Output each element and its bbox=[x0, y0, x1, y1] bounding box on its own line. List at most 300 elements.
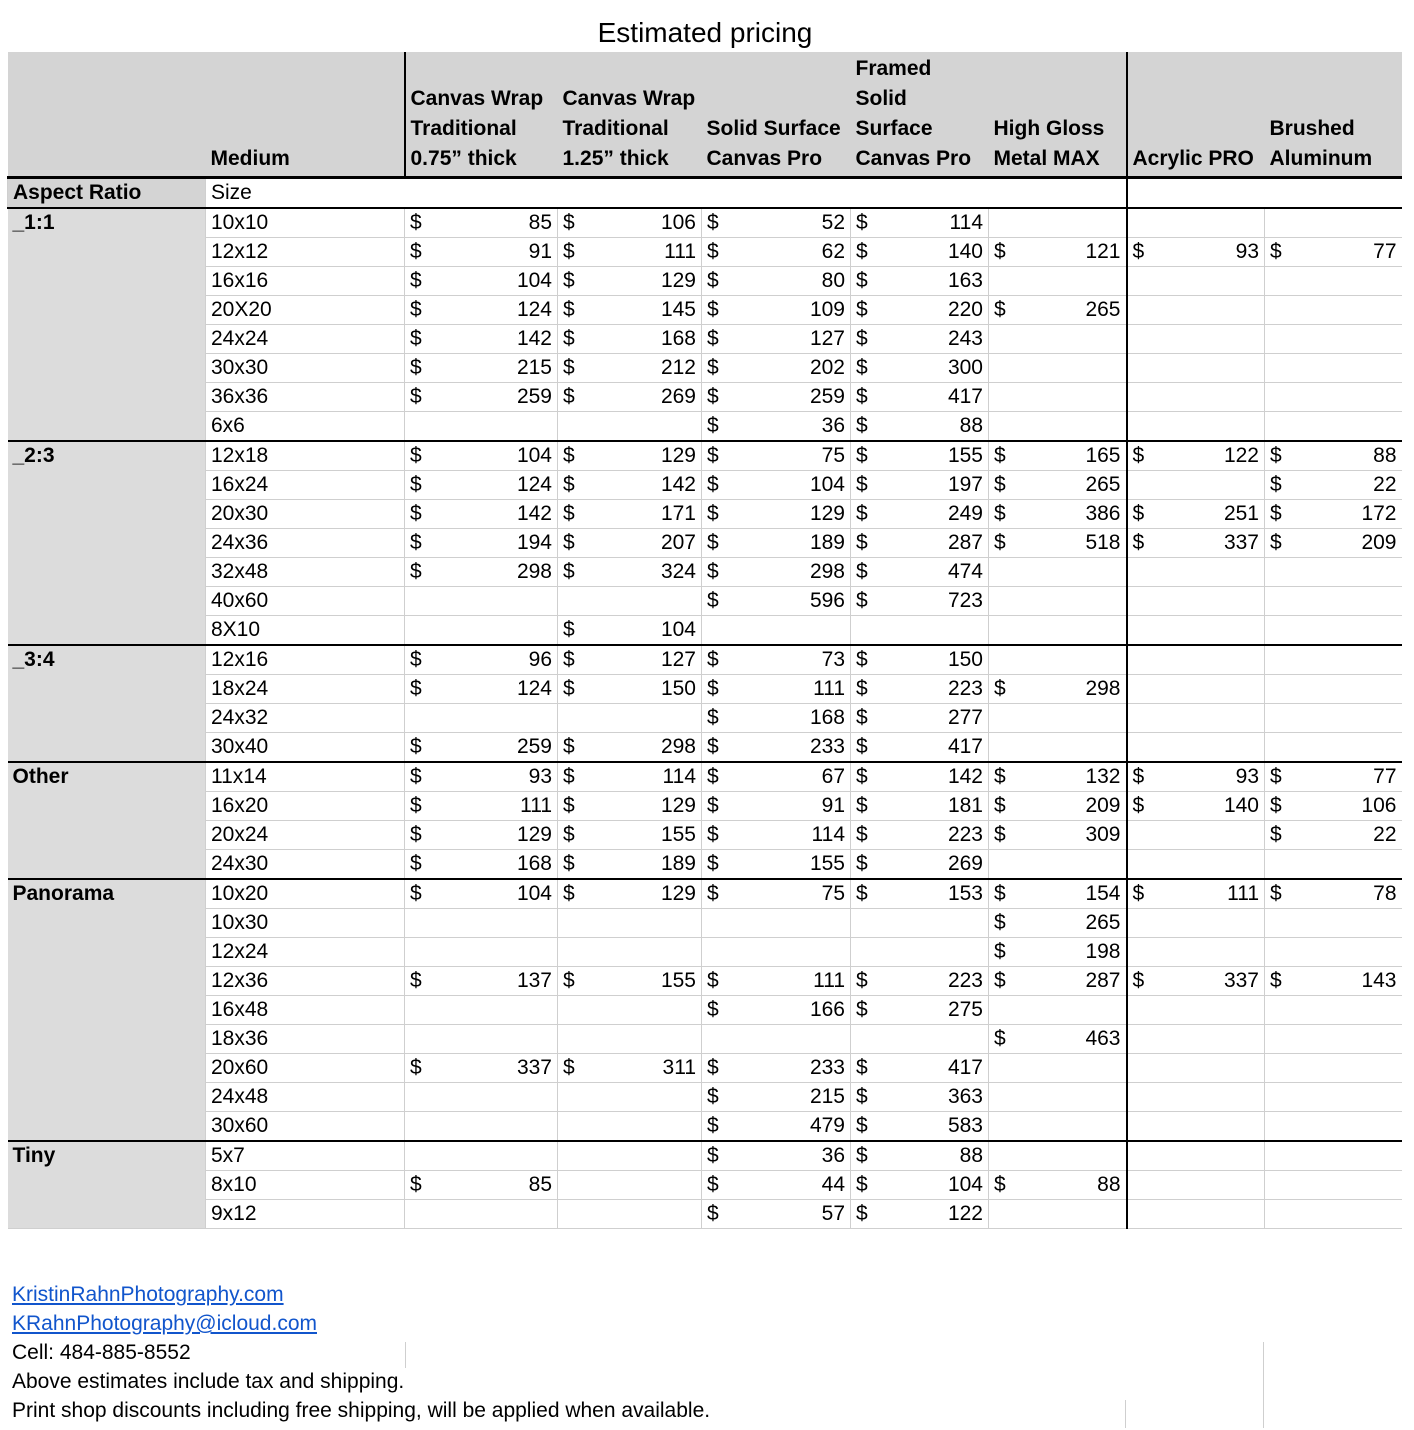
price-cell-acrylic bbox=[1127, 1112, 1265, 1142]
price-cell-metal bbox=[989, 325, 1127, 354]
price-value: 518 bbox=[1085, 531, 1121, 554]
size-cell: 24x32 bbox=[206, 704, 405, 733]
table-row bbox=[8, 704, 1402, 733]
currency-symbol: $ bbox=[410, 444, 422, 467]
table-row bbox=[8, 296, 1402, 325]
price-cell-metal bbox=[989, 645, 1127, 675]
currency-symbol: $ bbox=[994, 969, 1006, 992]
price-cell-acrylic bbox=[1127, 1025, 1265, 1054]
price-cell-solid-surface bbox=[702, 296, 851, 325]
price-cell-acrylic bbox=[1127, 1083, 1265, 1112]
price-value: 212 bbox=[660, 356, 696, 379]
price-cell-framed-solid bbox=[851, 1200, 989, 1229]
price-cell-aluminum bbox=[1265, 967, 1402, 996]
price-value: 88 bbox=[959, 414, 983, 437]
price-value: 52 bbox=[821, 211, 845, 234]
currency-symbol: $ bbox=[563, 560, 575, 583]
price-cell-framed-solid bbox=[851, 1054, 989, 1083]
price-value: 243 bbox=[947, 327, 983, 350]
currency-symbol: $ bbox=[856, 648, 868, 671]
currency-symbol: $ bbox=[994, 794, 1006, 817]
price-cell-canvas-125 bbox=[558, 529, 702, 558]
price-cell-canvas-125 bbox=[558, 558, 702, 587]
price-value: 155 bbox=[809, 852, 845, 875]
price-cell-framed-solid bbox=[851, 792, 989, 821]
price-cell-canvas-125 bbox=[558, 996, 702, 1025]
price-value: 44 bbox=[821, 1173, 845, 1196]
price-cell-metal bbox=[989, 1083, 1127, 1112]
price-cell-metal bbox=[989, 1141, 1127, 1171]
price-cell-solid-surface bbox=[702, 412, 851, 442]
currency-symbol: $ bbox=[856, 969, 868, 992]
price-cell-canvas-075 bbox=[405, 1025, 558, 1054]
currency-symbol: $ bbox=[856, 882, 868, 905]
currency-symbol: $ bbox=[563, 1056, 575, 1079]
table-row bbox=[8, 1141, 1402, 1171]
currency-symbol: $ bbox=[707, 823, 719, 846]
price-value: 202 bbox=[809, 356, 845, 379]
price-cell-metal bbox=[989, 296, 1127, 325]
price-cell-aluminum bbox=[1265, 616, 1402, 646]
size-cell: 40x60 bbox=[206, 587, 405, 616]
currency-symbol: $ bbox=[994, 298, 1006, 321]
currency-symbol: $ bbox=[563, 444, 575, 467]
currency-symbol: $ bbox=[994, 765, 1006, 788]
price-value: 298 bbox=[660, 735, 696, 758]
price-value: 417 bbox=[947, 735, 983, 758]
price-cell-canvas-125 bbox=[558, 208, 702, 238]
price-value: 75 bbox=[821, 882, 845, 905]
currency-symbol: $ bbox=[563, 677, 575, 700]
price-cell-canvas-075 bbox=[405, 909, 558, 938]
currency-symbol: $ bbox=[410, 327, 422, 350]
currency-symbol: $ bbox=[1270, 502, 1282, 525]
currency-symbol: $ bbox=[856, 677, 868, 700]
price-value: 269 bbox=[947, 852, 983, 875]
price-cell-canvas-075 bbox=[405, 762, 558, 792]
size-cell: 32x48 bbox=[206, 558, 405, 587]
price-value: 75 bbox=[821, 444, 845, 467]
price-value: 104 bbox=[660, 618, 696, 641]
price-value: 172 bbox=[1361, 502, 1397, 525]
table-row bbox=[8, 850, 1402, 880]
price-cell-metal bbox=[989, 704, 1127, 733]
currency-symbol: $ bbox=[410, 648, 422, 671]
size-cell: 24x36 bbox=[206, 529, 405, 558]
currency-symbol: $ bbox=[707, 298, 719, 321]
cell-phone: Cell: 484-885-8552 bbox=[12, 1341, 191, 1364]
currency-symbol: $ bbox=[994, 677, 1006, 700]
price-cell-metal bbox=[989, 1025, 1127, 1054]
price-cell-acrylic bbox=[1127, 296, 1265, 325]
discount-note: Print shop discounts including free shipping, will be applied when available. bbox=[12, 1399, 711, 1422]
price-cell-canvas-075 bbox=[405, 645, 558, 675]
currency-symbol: $ bbox=[856, 444, 868, 467]
price-value: 223 bbox=[947, 969, 983, 992]
price-cell-aluminum bbox=[1265, 238, 1402, 267]
size-cell: 30x60 bbox=[206, 1112, 405, 1142]
price-cell-canvas-075 bbox=[405, 558, 558, 587]
price-cell-acrylic bbox=[1127, 645, 1265, 675]
price-value: 85 bbox=[528, 211, 552, 234]
price-cell-metal bbox=[989, 354, 1127, 383]
currency-symbol: $ bbox=[707, 560, 719, 583]
price-cell-canvas-125 bbox=[558, 412, 702, 442]
price-value: 166 bbox=[809, 998, 845, 1021]
price-cell-aluminum bbox=[1265, 208, 1402, 238]
currency-symbol: $ bbox=[856, 794, 868, 817]
currency-symbol: $ bbox=[707, 1144, 719, 1167]
currency-symbol: $ bbox=[1270, 531, 1282, 554]
price-value: 153 bbox=[947, 882, 983, 905]
header-col-acrylic: Acrylic PRO bbox=[1127, 52, 1265, 178]
price-value: 85 bbox=[528, 1173, 552, 1196]
price-cell-framed-solid bbox=[851, 1083, 989, 1112]
price-cell-framed-solid bbox=[851, 296, 989, 325]
price-value: 121 bbox=[1085, 240, 1121, 263]
table-row bbox=[8, 1083, 1402, 1112]
size-cell: 12x36 bbox=[206, 967, 405, 996]
price-cell-framed-solid bbox=[851, 967, 989, 996]
currency-symbol: $ bbox=[707, 852, 719, 875]
price-value: 73 bbox=[821, 648, 845, 671]
price-cell-metal bbox=[989, 1200, 1127, 1229]
size-cell: 6x6 bbox=[206, 412, 405, 442]
website-link[interactable]: KristinRahnPhotography.com bbox=[12, 1283, 284, 1306]
price-value: 417 bbox=[947, 1056, 983, 1079]
currency-symbol: $ bbox=[563, 269, 575, 292]
price-cell-canvas-125 bbox=[558, 1025, 702, 1054]
price-cell-canvas-125 bbox=[558, 1200, 702, 1229]
price-value: 106 bbox=[1361, 794, 1397, 817]
price-value: 150 bbox=[947, 648, 983, 671]
price-cell-framed-solid bbox=[851, 1112, 989, 1142]
price-cell-metal bbox=[989, 938, 1127, 967]
table-row bbox=[8, 1054, 1402, 1083]
price-cell-canvas-125 bbox=[558, 1171, 702, 1200]
price-cell-metal bbox=[989, 821, 1127, 850]
subheader-row bbox=[8, 178, 1402, 209]
size-cell: 12x16 bbox=[206, 645, 405, 675]
price-value: 124 bbox=[516, 473, 552, 496]
price-value: 127 bbox=[809, 327, 845, 350]
price-cell-canvas-075 bbox=[405, 238, 558, 267]
size-cell: 16x16 bbox=[206, 267, 405, 296]
currency-symbol: $ bbox=[707, 444, 719, 467]
table-row bbox=[8, 996, 1402, 1025]
size-cell: 11x14 bbox=[206, 762, 405, 792]
tax-note: Above estimates include tax and shipping. bbox=[12, 1370, 405, 1393]
aspect-ratio-group: Other bbox=[8, 762, 206, 879]
price-cell-aluminum bbox=[1265, 1112, 1402, 1142]
currency-symbol: $ bbox=[707, 589, 719, 612]
price-cell-canvas-075 bbox=[405, 267, 558, 296]
price-cell-solid-surface bbox=[702, 675, 851, 704]
price-cell-aluminum bbox=[1265, 1200, 1402, 1229]
currency-symbol: $ bbox=[410, 269, 422, 292]
price-cell-acrylic bbox=[1127, 821, 1265, 850]
aspect-ratio-group: Tiny bbox=[8, 1141, 206, 1229]
currency-symbol: $ bbox=[707, 706, 719, 729]
price-value: 111 bbox=[664, 240, 696, 263]
price-value: 233 bbox=[809, 1056, 845, 1079]
currency-symbol: $ bbox=[1270, 823, 1282, 846]
price-value: 129 bbox=[660, 794, 696, 817]
price-cell-framed-solid bbox=[851, 325, 989, 354]
table-row bbox=[8, 208, 1402, 238]
currency-symbol: $ bbox=[563, 882, 575, 905]
price-cell-metal bbox=[989, 238, 1127, 267]
table-row bbox=[8, 267, 1402, 296]
price-cell-aluminum bbox=[1265, 938, 1402, 967]
table-row bbox=[8, 1025, 1402, 1054]
currency-symbol: $ bbox=[707, 269, 719, 292]
price-cell-canvas-125 bbox=[558, 675, 702, 704]
price-value: 233 bbox=[809, 735, 845, 758]
price-cell-canvas-125 bbox=[558, 704, 702, 733]
price-cell-aluminum bbox=[1265, 296, 1402, 325]
currency-symbol: $ bbox=[563, 298, 575, 321]
table-row bbox=[8, 471, 1402, 500]
price-cell-framed-solid bbox=[851, 645, 989, 675]
currency-symbol: $ bbox=[856, 385, 868, 408]
price-value: 143 bbox=[1361, 969, 1397, 992]
price-cell-solid-surface bbox=[702, 1141, 851, 1171]
header-blank bbox=[8, 52, 206, 178]
price-cell-framed-solid bbox=[851, 938, 989, 967]
price-value: 207 bbox=[660, 531, 696, 554]
price-value: 137 bbox=[516, 969, 552, 992]
price-cell-metal bbox=[989, 967, 1127, 996]
currency-symbol: $ bbox=[856, 211, 868, 234]
price-cell-metal bbox=[989, 267, 1127, 296]
currency-symbol: $ bbox=[707, 1056, 719, 1079]
price-value: 104 bbox=[809, 473, 845, 496]
currency-symbol: $ bbox=[707, 969, 719, 992]
price-value: 269 bbox=[660, 385, 696, 408]
price-cell-framed-solid bbox=[851, 500, 989, 529]
price-cell-canvas-075 bbox=[405, 733, 558, 763]
currency-symbol: $ bbox=[1270, 240, 1282, 263]
table-row bbox=[8, 879, 1402, 909]
price-cell-aluminum bbox=[1265, 383, 1402, 412]
price-value: 300 bbox=[947, 356, 983, 379]
price-value: 124 bbox=[516, 677, 552, 700]
price-value: 142 bbox=[516, 502, 552, 525]
price-cell-canvas-075 bbox=[405, 383, 558, 412]
price-cell-acrylic bbox=[1127, 354, 1265, 383]
aspect-ratio-group: _1:1 bbox=[8, 208, 206, 441]
currency-symbol: $ bbox=[707, 327, 719, 350]
price-value: 168 bbox=[516, 852, 552, 875]
price-value: 129 bbox=[660, 269, 696, 292]
email-link[interactable]: KRahnPhotography@icloud.com bbox=[12, 1312, 317, 1335]
price-value: 36 bbox=[821, 414, 845, 437]
price-cell-acrylic bbox=[1127, 938, 1265, 967]
currency-symbol: $ bbox=[856, 473, 868, 496]
currency-symbol: $ bbox=[856, 998, 868, 1021]
table-row bbox=[8, 762, 1402, 792]
table-row bbox=[8, 792, 1402, 821]
price-cell-metal bbox=[989, 879, 1127, 909]
currency-symbol: $ bbox=[410, 502, 422, 525]
price-cell-aluminum bbox=[1265, 1083, 1402, 1112]
price-cell-acrylic bbox=[1127, 325, 1265, 354]
price-value: 154 bbox=[1085, 882, 1121, 905]
price-value: 104 bbox=[516, 444, 552, 467]
price-value: 104 bbox=[516, 882, 552, 905]
currency-symbol: $ bbox=[563, 473, 575, 496]
currency-symbol: $ bbox=[563, 852, 575, 875]
currency-symbol: $ bbox=[707, 882, 719, 905]
currency-symbol: $ bbox=[707, 1202, 719, 1225]
price-value: 265 bbox=[1085, 911, 1121, 934]
price-cell-metal bbox=[989, 1171, 1127, 1200]
currency-symbol: $ bbox=[410, 794, 422, 817]
price-cell-solid-surface bbox=[702, 383, 851, 412]
price-cell-metal bbox=[989, 996, 1127, 1025]
price-cell-solid-surface bbox=[702, 967, 851, 996]
price-value: 122 bbox=[947, 1202, 983, 1225]
price-value: 181 bbox=[947, 794, 983, 817]
currency-symbol: $ bbox=[707, 531, 719, 554]
price-cell-solid-surface bbox=[702, 938, 851, 967]
price-value: 22 bbox=[1373, 473, 1397, 496]
table-row bbox=[8, 325, 1402, 354]
price-value: 723 bbox=[947, 589, 983, 612]
price-cell-aluminum bbox=[1265, 558, 1402, 587]
currency-symbol: $ bbox=[856, 1144, 868, 1167]
size-cell: 30x40 bbox=[206, 733, 405, 763]
price-value: 155 bbox=[947, 444, 983, 467]
price-value: 88 bbox=[1097, 1173, 1121, 1196]
price-cell-solid-surface bbox=[702, 238, 851, 267]
price-cell-framed-solid bbox=[851, 733, 989, 763]
price-value: 337 bbox=[1223, 531, 1259, 554]
price-cell-metal bbox=[989, 850, 1127, 880]
price-cell-canvas-125 bbox=[558, 821, 702, 850]
price-cell-acrylic bbox=[1127, 208, 1265, 238]
header-col-canvas-125: Canvas Wrap Traditional 1.25” thick bbox=[558, 52, 702, 178]
price-value: 88 bbox=[959, 1144, 983, 1167]
size-cell: 24x48 bbox=[206, 1083, 405, 1112]
price-cell-canvas-075 bbox=[405, 967, 558, 996]
price-value: 91 bbox=[528, 240, 552, 263]
price-cell-solid-surface bbox=[702, 1054, 851, 1083]
pricing-sheet bbox=[7, 52, 1402, 1229]
price-cell-solid-surface bbox=[702, 850, 851, 880]
price-value: 463 bbox=[1085, 1027, 1121, 1050]
price-cell-canvas-075 bbox=[405, 850, 558, 880]
price-cell-metal bbox=[989, 471, 1127, 500]
price-cell-framed-solid bbox=[851, 558, 989, 587]
aspect-ratio-group: Panorama bbox=[8, 879, 206, 1141]
table-row bbox=[8, 500, 1402, 529]
price-cell-framed-solid bbox=[851, 762, 989, 792]
price-cell-canvas-125 bbox=[558, 1083, 702, 1112]
price-value: 474 bbox=[947, 560, 983, 583]
price-cell-aluminum bbox=[1265, 1171, 1402, 1200]
currency-symbol: $ bbox=[563, 735, 575, 758]
price-cell-metal bbox=[989, 1112, 1127, 1142]
price-cell-canvas-125 bbox=[558, 967, 702, 996]
price-cell-acrylic bbox=[1127, 267, 1265, 296]
price-cell-aluminum bbox=[1265, 412, 1402, 442]
currency-symbol: $ bbox=[1132, 969, 1145, 992]
table-row bbox=[8, 967, 1402, 996]
currency-symbol: $ bbox=[410, 473, 422, 496]
price-cell-metal bbox=[989, 1054, 1127, 1083]
price-cell-acrylic bbox=[1127, 1054, 1265, 1083]
price-cell-canvas-125 bbox=[558, 587, 702, 616]
price-cell-aluminum bbox=[1265, 587, 1402, 616]
price-cell-canvas-075 bbox=[405, 821, 558, 850]
price-cell-canvas-125 bbox=[558, 792, 702, 821]
price-value: 168 bbox=[660, 327, 696, 350]
price-cell-metal bbox=[989, 529, 1127, 558]
price-value: 129 bbox=[660, 444, 696, 467]
currency-symbol: $ bbox=[856, 823, 868, 846]
currency-symbol: $ bbox=[563, 969, 575, 992]
price-cell-metal bbox=[989, 792, 1127, 821]
price-value: 109 bbox=[809, 298, 845, 321]
price-value: 93 bbox=[528, 765, 552, 788]
price-value: 275 bbox=[947, 998, 983, 1021]
price-cell-canvas-125 bbox=[558, 616, 702, 646]
price-cell-canvas-125 bbox=[558, 879, 702, 909]
price-value: 106 bbox=[660, 211, 696, 234]
price-value: 298 bbox=[516, 560, 552, 583]
price-value: 337 bbox=[1223, 969, 1259, 992]
price-value: 583 bbox=[947, 1114, 983, 1137]
price-value: 91 bbox=[821, 794, 845, 817]
price-cell-acrylic bbox=[1127, 238, 1265, 267]
price-cell-metal bbox=[989, 675, 1127, 704]
price-cell-canvas-125 bbox=[558, 1112, 702, 1142]
currency-symbol: $ bbox=[410, 735, 422, 758]
currency-symbol: $ bbox=[707, 502, 719, 525]
page-title: Estimated pricing bbox=[597, 17, 813, 48]
currency-symbol: $ bbox=[994, 502, 1006, 525]
price-cell-canvas-075 bbox=[405, 792, 558, 821]
price-cell-solid-surface bbox=[702, 792, 851, 821]
price-cell-framed-solid bbox=[851, 675, 989, 704]
price-value: 140 bbox=[1223, 794, 1259, 817]
currency-symbol: $ bbox=[856, 1056, 868, 1079]
currency-symbol: $ bbox=[563, 211, 575, 234]
size-cell: 20x60 bbox=[206, 1054, 405, 1083]
price-value: 215 bbox=[809, 1085, 845, 1108]
price-value: 80 bbox=[821, 269, 845, 292]
footer bbox=[12, 1280, 710, 1425]
price-value: 132 bbox=[1085, 765, 1121, 788]
price-value: 223 bbox=[947, 677, 983, 700]
price-value: 145 bbox=[660, 298, 696, 321]
price-cell-canvas-075 bbox=[405, 587, 558, 616]
price-cell-solid-surface bbox=[702, 821, 851, 850]
size-cell: 5x7 bbox=[206, 1141, 405, 1171]
currency-symbol: $ bbox=[856, 1202, 868, 1225]
currency-symbol: $ bbox=[563, 794, 575, 817]
gridline bbox=[1125, 1400, 1126, 1428]
price-value: 155 bbox=[660, 823, 696, 846]
size-cell: 30x30 bbox=[206, 354, 405, 383]
price-cell-canvas-075 bbox=[405, 529, 558, 558]
currency-symbol: $ bbox=[707, 648, 719, 671]
currency-symbol: $ bbox=[856, 1085, 868, 1108]
price-value: 479 bbox=[809, 1114, 845, 1137]
currency-symbol: $ bbox=[856, 298, 868, 321]
